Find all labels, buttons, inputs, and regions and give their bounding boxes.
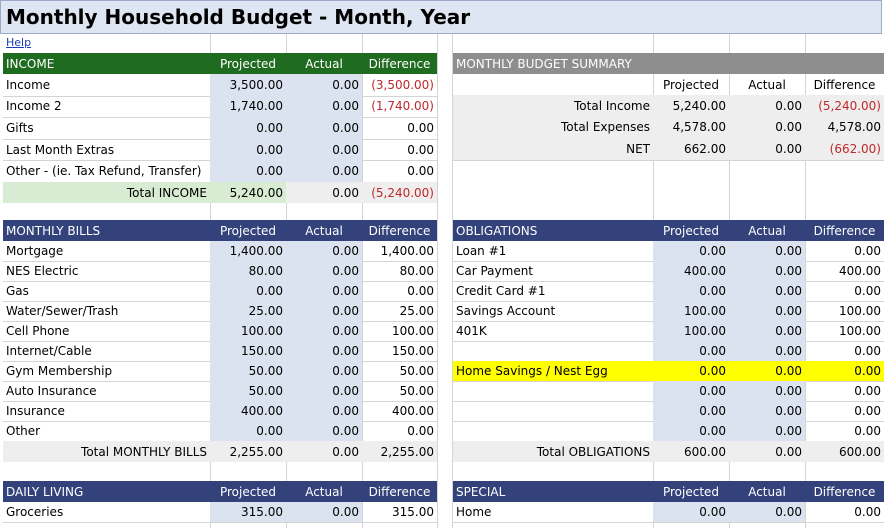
- bills-row-actual[interactable]: 0.00: [286, 321, 362, 341]
- bills-row-label[interactable]: Mortgage: [6, 244, 64, 258]
- bills-row-difference[interactable]: 50.00: [399, 384, 434, 398]
- income-row-projected[interactable]: 0.00: [210, 160, 286, 182]
- bills-row-actual[interactable]: 0.00: [286, 261, 362, 281]
- bills-row-actual[interactable]: 0.00: [286, 361, 362, 381]
- obligations-total-projected: 600.00: [653, 441, 729, 462]
- bills-row-label[interactable]: Internet/Cable: [6, 344, 92, 358]
- summary-row-difference: (5,240.00): [805, 95, 884, 117]
- daily-header: DAILY LIVING: [6, 484, 84, 499]
- income-row-difference[interactable]: 0.00: [407, 142, 434, 157]
- obligations-row-actual[interactable]: 0.00: [729, 281, 805, 301]
- daily-row-label[interactable]: Groceries: [6, 505, 64, 519]
- obligations-row-projected[interactable]: 0.00: [653, 281, 729, 301]
- obligations-row-actual[interactable]: 0.00: [729, 421, 805, 441]
- bills-row-projected[interactable]: 80.00: [210, 261, 286, 281]
- income-row-difference[interactable]: (3,500.00): [371, 77, 434, 92]
- summary-col-actual: Actual: [748, 77, 786, 92]
- income-row-difference[interactable]: 0.00: [407, 164, 434, 179]
- bills-row-label[interactable]: Gas: [6, 284, 29, 298]
- bills-row-projected[interactable]: 50.00: [210, 361, 286, 381]
- daily-row-projected[interactable]: 315.00: [210, 502, 286, 522]
- income-total-actual: 0.00: [286, 182, 362, 203]
- obligations-row-difference[interactable]: 0.00: [854, 424, 881, 438]
- sheet-title[interactable]: Monthly Household Budget - Month, Year: [0, 0, 882, 34]
- summary-col-projected: Projected: [662, 77, 720, 92]
- bills-header: MONTHLY BILLS: [6, 223, 101, 238]
- income-col-projected: Projected: [219, 56, 277, 71]
- bills-row-actual[interactable]: 0.00: [286, 301, 362, 321]
- income-row-actual[interactable]: 0.00: [286, 74, 362, 96]
- obligations-row-difference[interactable]: 0.00: [854, 404, 881, 418]
- summary-row-projected: 5,240.00: [653, 95, 729, 117]
- daily-col-difference: Difference: [368, 484, 431, 499]
- obligations-row-actual[interactable]: 0.00: [729, 241, 805, 261]
- bills-row-projected[interactable]: 0.00: [210, 421, 286, 441]
- daily-col-actual: Actual: [305, 484, 343, 499]
- special-row-difference[interactable]: 0.00: [854, 505, 881, 519]
- summary-row-projected: 4,578.00: [653, 117, 729, 139]
- bills-row-actual[interactable]: 0.00: [286, 401, 362, 421]
- bills-row-actual[interactable]: 0.00: [286, 381, 362, 401]
- obligations-row-actual[interactable]: 0.00: [729, 401, 805, 421]
- income-row-projected[interactable]: 0.00: [210, 117, 286, 139]
- income-row-label[interactable]: Gifts: [6, 120, 34, 135]
- bills-row-projected[interactable]: 1,400.00: [210, 241, 286, 261]
- obligations-row-actual[interactable]: 0.00: [729, 301, 805, 321]
- income-row-projected[interactable]: 0.00: [210, 139, 286, 161]
- obligations-row-label[interactable]: Car Payment: [456, 264, 534, 278]
- obligations-row-projected[interactable]: 0.00: [653, 341, 729, 361]
- obligations-row-label[interactable]: [453, 421, 653, 441]
- bills-col-actual: Actual: [305, 223, 343, 238]
- special-col-actual: Actual: [748, 484, 786, 499]
- special-row-label[interactable]: Home: [456, 505, 492, 519]
- obligations-row-projected[interactable]: 0.00: [653, 401, 729, 421]
- income-row-actual[interactable]: 0.00: [286, 160, 362, 182]
- bills-col-projected: Projected: [219, 223, 277, 238]
- daily-row-actual[interactable]: 0.00: [286, 502, 362, 522]
- obligations-row-projected[interactable]: 400.00: [653, 261, 729, 281]
- obligations-row-projected[interactable]: 0.00: [653, 421, 729, 441]
- bills-total-label: Total MONTHLY BILLS: [3, 441, 210, 462]
- income-total-difference: (5,240.00): [362, 182, 437, 203]
- obligations-row-label[interactable]: Savings Account: [456, 304, 556, 318]
- income-row-projected[interactable]: 1,740.00: [210, 96, 286, 118]
- obligations-row-label[interactable]: 401K: [456, 324, 487, 338]
- income-row-label[interactable]: Other - (ie. Tax Refund, Transfer): [6, 164, 202, 179]
- bills-row-difference[interactable]: 0.00: [407, 424, 434, 438]
- bills-row-actual[interactable]: 0.00: [286, 241, 362, 261]
- obligations-total-difference: 600.00: [805, 441, 884, 462]
- obligations-row-label[interactable]: [453, 341, 653, 361]
- obligations-col-difference: Difference: [813, 223, 876, 238]
- obligations-row-label[interactable]: Credit Card #1: [456, 284, 546, 298]
- obligations-row-actual[interactable]: 0.00: [729, 381, 805, 401]
- obligations-row-difference[interactable]: 0.00: [854, 284, 881, 298]
- summary-row-label: Total Income: [453, 95, 653, 117]
- bills-row-label[interactable]: Cell Phone: [6, 324, 70, 338]
- income-row-actual[interactable]: 0.00: [286, 117, 362, 139]
- summary-col-difference: Difference: [813, 77, 876, 92]
- income-row-label[interactable]: Income 2: [6, 99, 62, 114]
- special-col-projected: Projected: [662, 484, 720, 499]
- income-row-actual[interactable]: 0.00: [286, 96, 362, 118]
- income-header: INCOME: [6, 56, 55, 71]
- summary-row-difference: 4,578.00: [805, 117, 884, 139]
- bills-row-difference[interactable]: 1,400.00: [380, 244, 434, 258]
- bills-row-projected[interactable]: 150.00: [210, 341, 286, 361]
- bills-row-difference[interactable]: 150.00: [392, 344, 434, 358]
- bills-row-difference[interactable]: 50.00: [399, 364, 434, 378]
- summary-row-actual: 0.00: [729, 95, 805, 117]
- summary-header: MONTHLY BUDGET SUMMARY: [456, 56, 632, 71]
- bills-row-actual[interactable]: 0.00: [286, 421, 362, 441]
- bills-row-projected[interactable]: 25.00: [210, 301, 286, 321]
- bills-row-difference[interactable]: 0.00: [407, 284, 434, 298]
- obligations-row-projected[interactable]: 0.00: [653, 381, 729, 401]
- bills-row-projected[interactable]: 100.00: [210, 321, 286, 341]
- obligations-row-actual[interactable]: 0.00: [729, 321, 805, 341]
- daily-row-difference[interactable]: 315.00: [392, 505, 434, 519]
- summary-row-label: Total Expenses: [453, 117, 653, 139]
- bills-row-label[interactable]: Other: [6, 424, 41, 438]
- bills-total-projected: 2,255.00: [210, 441, 286, 462]
- summary-row-difference: (662.00): [805, 138, 884, 160]
- obligations-total-label: Total OBLIGATIONS: [453, 441, 653, 462]
- obligations-row-difference[interactable]: 0.00: [854, 244, 881, 258]
- bills-row-actual[interactable]: 0.00: [286, 281, 362, 301]
- bills-row-difference[interactable]: 25.00: [399, 304, 434, 318]
- bills-row-actual[interactable]: 0.00: [286, 341, 362, 361]
- obligations-row-difference[interactable]: 0.00: [805, 361, 884, 381]
- bills-row-label[interactable]: Gym Membership: [6, 364, 113, 378]
- bills-row-label[interactable]: Insurance: [6, 404, 65, 418]
- special-header: SPECIAL: [456, 484, 506, 499]
- daily-col-projected: Projected: [219, 484, 277, 499]
- obligations-row-label[interactable]: [453, 401, 653, 421]
- obligations-row-difference[interactable]: 100.00: [839, 324, 881, 338]
- obligations-row-difference[interactable]: 400.00: [839, 264, 881, 278]
- obligations-row-projected[interactable]: 0.00: [653, 361, 729, 381]
- income-row-actual[interactable]: 0.00: [286, 139, 362, 161]
- bills-total-difference: 2,255.00: [362, 441, 437, 462]
- bills-row-difference[interactable]: 400.00: [392, 404, 434, 418]
- income-col-difference: Difference: [368, 56, 431, 71]
- bills-row-label[interactable]: NES Electric: [6, 264, 79, 278]
- summary-row-actual: 0.00: [729, 138, 805, 160]
- obligations-row-difference[interactable]: 0.00: [854, 344, 881, 358]
- income-row-difference[interactable]: (1,740.00): [371, 99, 434, 114]
- obligations-row-actual[interactable]: 0.00: [729, 361, 805, 381]
- income-total-label: Total INCOME: [3, 182, 210, 203]
- obligations-col-projected: Projected: [662, 223, 720, 238]
- obligations-row-label[interactable]: [453, 381, 653, 401]
- obligations-total-actual: 0.00: [729, 441, 805, 462]
- special-row-actual[interactable]: 0.00: [729, 502, 805, 522]
- bills-row-projected[interactable]: 0.00: [210, 281, 286, 301]
- bills-total-actual: 0.00: [286, 441, 362, 462]
- income-total-projected: 5,240.00: [210, 182, 286, 203]
- special-col-difference: Difference: [813, 484, 876, 499]
- obligations-row-projected[interactable]: 100.00: [653, 321, 729, 341]
- help-link[interactable]: Help: [6, 36, 32, 49]
- bills-row-projected[interactable]: 50.00: [210, 381, 286, 401]
- bills-col-difference: Difference: [368, 223, 431, 238]
- summary-row-label: NET: [453, 138, 653, 160]
- special-row-projected[interactable]: 0.00: [653, 502, 729, 522]
- income-row-label[interactable]: Last Month Extras: [6, 142, 115, 157]
- bills-row-projected[interactable]: 400.00: [210, 401, 286, 421]
- summary-row-actual: 0.00: [729, 117, 805, 139]
- bills-row-label[interactable]: Auto Insurance: [6, 384, 97, 398]
- income-row-label[interactable]: Income: [6, 77, 51, 92]
- bills-row-difference[interactable]: 80.00: [399, 264, 434, 278]
- obligations-header: OBLIGATIONS: [456, 223, 538, 238]
- obligations-row-difference[interactable]: 0.00: [854, 384, 881, 398]
- bills-row-difference[interactable]: 100.00: [392, 324, 434, 338]
- obligations-col-actual: Actual: [748, 223, 786, 238]
- summary-row-projected: 662.00: [653, 138, 729, 160]
- obligations-row-actual[interactable]: 0.00: [729, 341, 805, 361]
- income-row-projected[interactable]: 3,500.00: [210, 74, 286, 96]
- income-row-difference[interactable]: 0.00: [407, 120, 434, 135]
- obligations-row-difference[interactable]: 100.00: [839, 304, 881, 318]
- obligations-row-label[interactable]: Loan #1: [456, 244, 507, 258]
- income-col-actual: Actual: [305, 56, 343, 71]
- obligations-row-projected[interactable]: 100.00: [653, 301, 729, 321]
- obligations-row-label[interactable]: Home Savings / Nest Egg: [453, 361, 653, 381]
- bills-row-label[interactable]: Water/Sewer/Trash: [6, 304, 119, 318]
- obligations-row-projected[interactable]: 0.00: [653, 241, 729, 261]
- obligations-row-actual[interactable]: 0.00: [729, 261, 805, 281]
